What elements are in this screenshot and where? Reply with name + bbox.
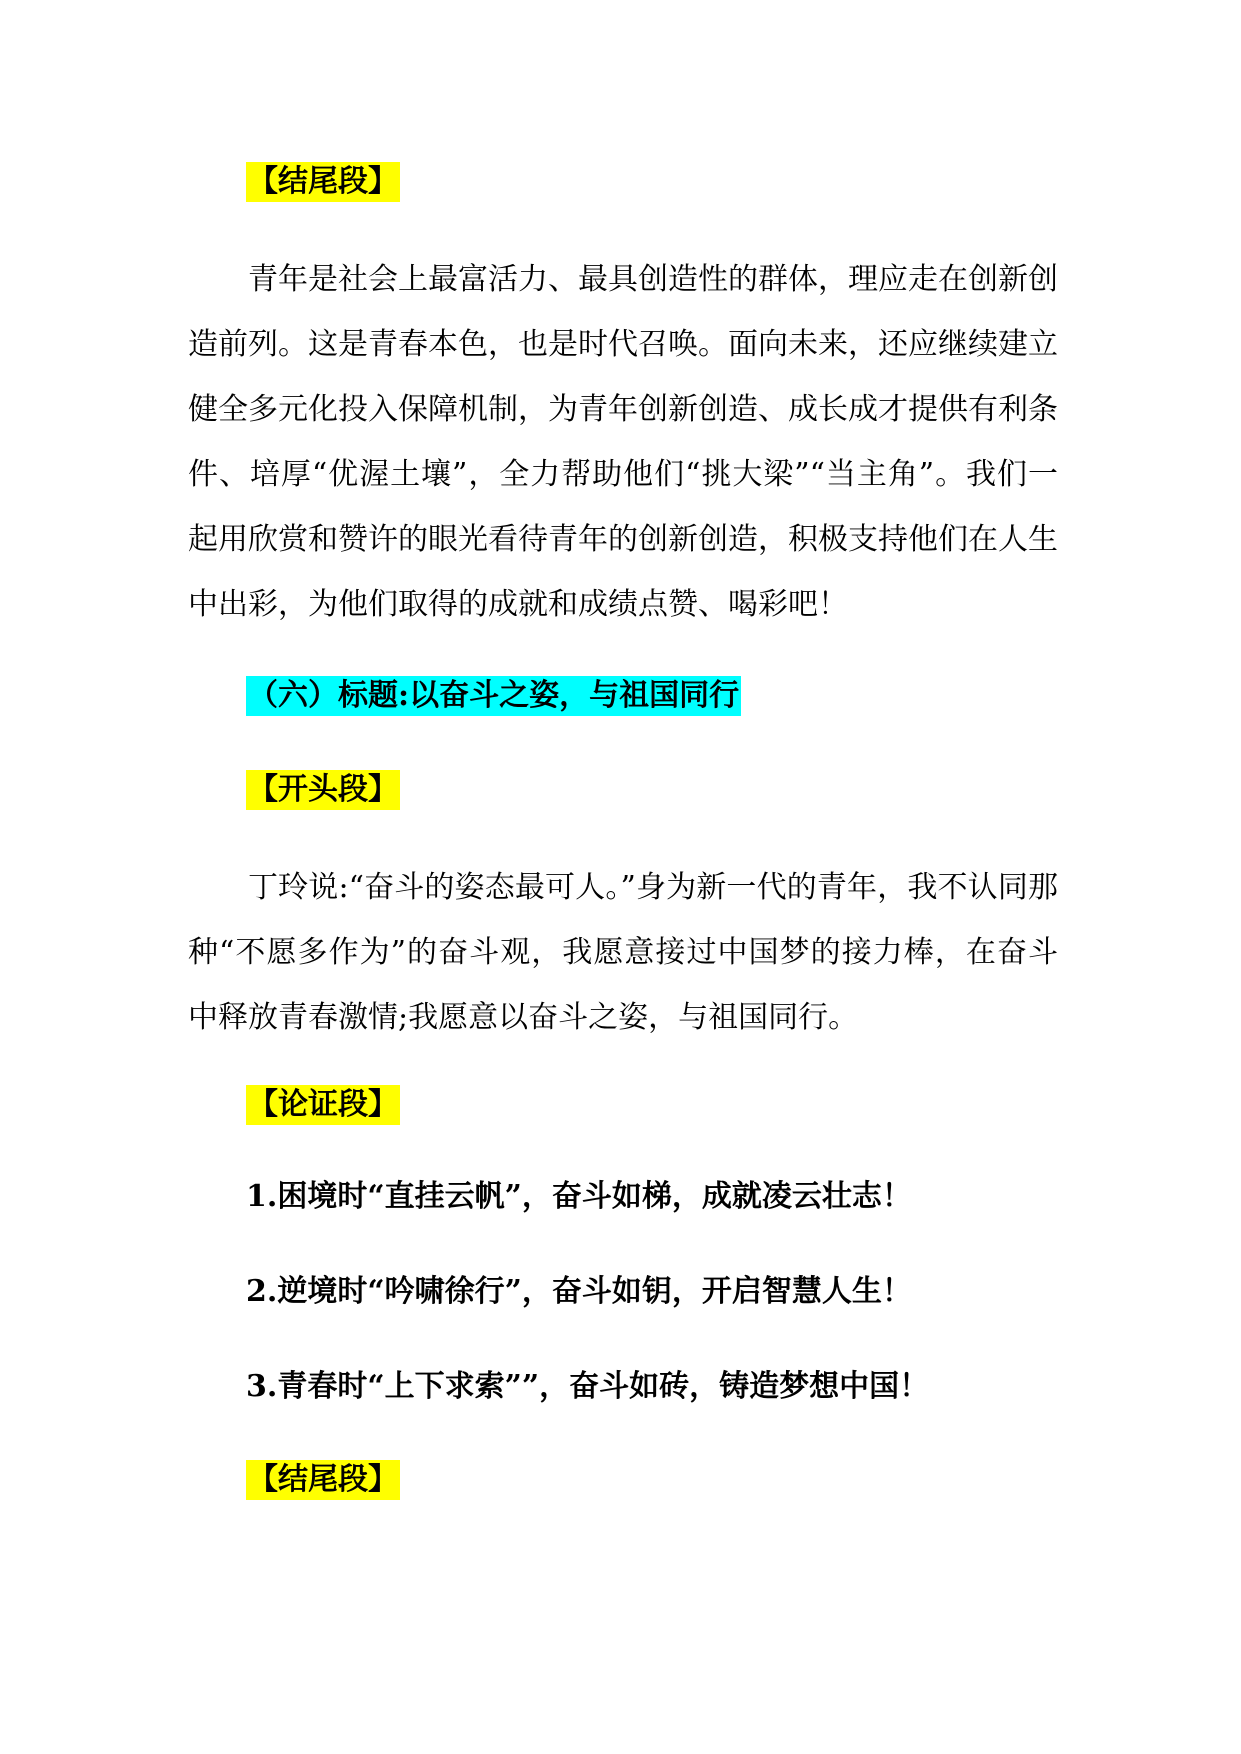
opening-section-label: 【开头段】 [246, 770, 400, 810]
closing-section-label-2: 【结尾段】 [246, 1460, 400, 1500]
opening-paragraph: 丁玲说:“奋斗的姿态最可人。”身为新一代的青年，我不认同那种“不愿多作为”的奋斗观，我愿意接过中国梦的接力棒，在奋斗中释放青春激情;我愿意以奋斗之姿，与祖国同行。 [188, 870, 1058, 1035]
section-title: （六）标题:以奋斗之姿，与祖国同行 [246, 676, 741, 716]
argument-point: 2.逆境时“吟啸徐行”，奋斗如钥，开启智慧人生！ [246, 1274, 912, 1309]
argument-section-label: 【论证段】 [246, 1085, 400, 1125]
closing-paragraph: 青年是社会上最富活力、最具创造性的群体，理应走在创新创造前列。这是青春本色，也是时代召唤。面向未来，还应继续建立健全多元化投入保障机制，为青年创新创造、成长成才提供有利条件、培厚“优渥土壤”，全力帮助他们“挑大梁”“当主角”。我们一起用欣赏和赞许的眼光看待青年的创新创造，积极支持他们在人生中出彩，为他们取得的成就和成绩点赞、喝彩吧！ [188, 262, 1058, 622]
closing-section-label: 【结尾段】 [246, 162, 400, 202]
argument-point: 3.青春时“上下求索””，奋斗如砖，铸造梦想中国！ [246, 1369, 930, 1404]
argument-point: 1.困境时“直挂云帆”，奋斗如梯，成就凌云壮志！ [246, 1179, 912, 1214]
